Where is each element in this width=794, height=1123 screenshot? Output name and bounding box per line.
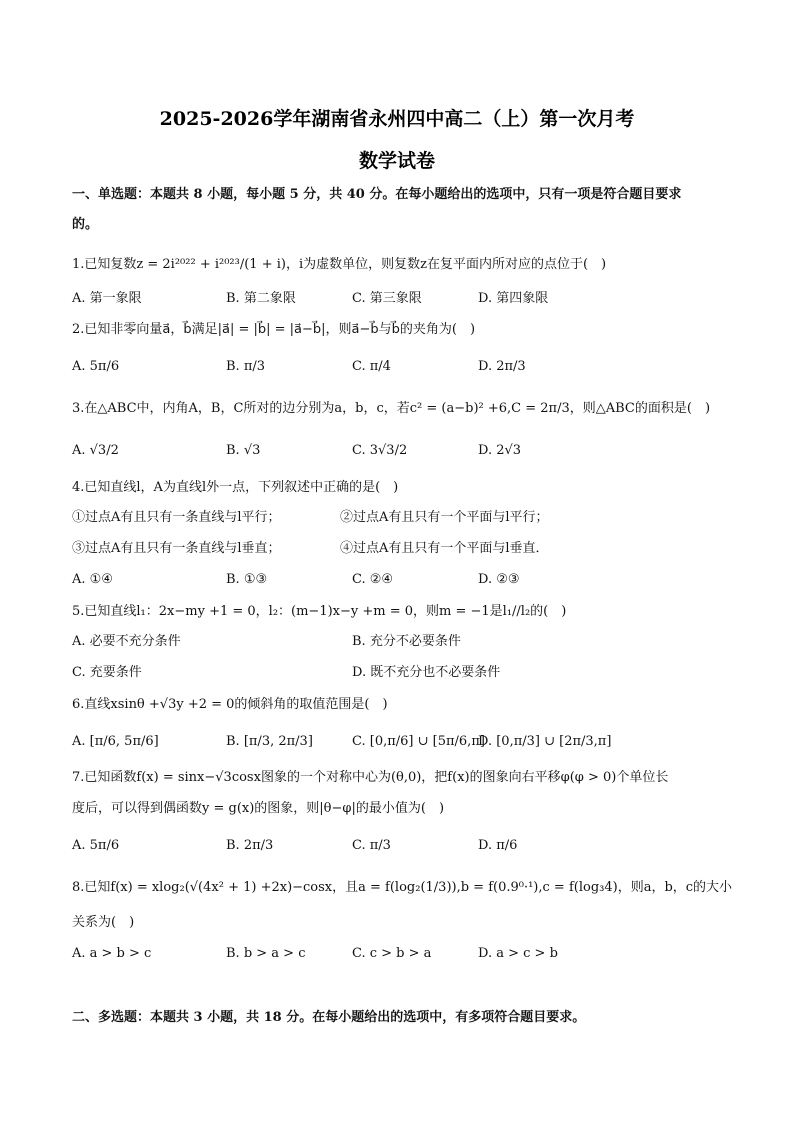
section1-heading-cont: 的。	[72, 217, 99, 232]
q2-option-b: B. π/3	[226, 359, 266, 374]
q4-statement-3: ③过点A有且只有一条直线与l垂直；	[72, 541, 281, 556]
q5-option-b: B. 充分不必要条件	[352, 634, 461, 649]
q4-option-b: B. ①③	[226, 572, 268, 587]
section2-heading: 二、多选题：本题共 3 小题，共 18 分。在每小题给出的选项中，有多项符合题目要求。	[72, 1010, 586, 1025]
q4-statement-1: ①过点A有且只有一条直线与l平行；	[72, 510, 281, 525]
exam-subtitle: 数学试卷	[358, 150, 435, 172]
q2-option-c: C. π/4	[352, 359, 391, 374]
q7-option-a: A. 5π/6	[72, 838, 120, 853]
q1-option-a: A. 第一象限	[72, 291, 142, 306]
q2-stem: 2.已知非零向量a⃗，b⃗满足|a⃗| = |b⃗| = |a⃗−b⃗|，则a⃗−b⃗与b⃗的夹角为( )	[72, 322, 476, 337]
q3-stem: 3.在△ABC中，内角A，B，C所对的边分别为a，b，c，若c² = (a−b)² +6,C = 2π/3，则△ABC的面积是( )	[72, 401, 711, 416]
q3-option-a: A. √3/2	[72, 443, 119, 458]
q7-option-b: B. 2π/3	[226, 838, 274, 853]
q4-option-d: D. ②③	[478, 572, 520, 587]
q6-option-c: C. [0,π/6] ∪ [5π/6,π]	[352, 734, 485, 749]
q5-option-d: D. 既不充分也不必要条件	[352, 665, 501, 680]
q5-option-c: C. 充要条件	[72, 665, 142, 680]
q7-stem-line1: 7.已知函数f(x) = sinx−√3cosx图象的一个对称中心为(θ,0)，把f(x)的图象向右平移φ(φ > 0)个单位长	[72, 770, 669, 785]
q4-option-c: C. ②④	[352, 572, 394, 587]
q8-option-c: C. c > b > a	[352, 946, 432, 961]
q8-option-b: B. b > a > c	[226, 946, 306, 961]
q4-statement-2: ②过点A有且只有一个平面与l平行；	[340, 510, 549, 525]
q5-option-a: A. 必要不充分条件	[72, 634, 181, 649]
q1-option-b: B. 第二象限	[226, 291, 296, 306]
q3-option-c: C. 3√3/2	[352, 443, 408, 458]
q1-option-d: D. 第四象限	[478, 291, 549, 306]
q2-option-a: A. 5π/6	[72, 359, 120, 374]
q1-option-c: C. 第三象限	[352, 291, 422, 306]
q8-stem-line2: 关系为( )	[72, 915, 135, 930]
q4-stem: 4.已知直线l，A为直线l外一点，下列叙述中正确的是( )	[72, 480, 399, 495]
q5-stem: 5.已知直线l₁：2x−my +1 = 0，l₂：(m−1)x−y +m = 0，则m = −1是l₁//l₂的( )	[72, 604, 567, 619]
q8-option-a: A. a > b > c	[72, 946, 152, 961]
q3-option-d: D. 2√3	[478, 443, 522, 458]
q6-option-a: A. [π/6, 5π/6]	[72, 734, 159, 749]
q2-option-d: D. 2π/3	[478, 359, 526, 374]
q4-statement-4: ④过点A有且只有一个平面与l垂直．	[340, 541, 549, 556]
exam-title: 2025-2026学年湖南省永州四中高二（上）第一次月考	[159, 108, 635, 130]
section1-heading: 一、单选题：本题共 8 小题，每小题 5 分，共 40 分。在每小题给出的选项中，只有一项是符合题目要求	[72, 187, 682, 202]
q3-option-b: B. √3	[226, 443, 261, 458]
q7-option-c: C. π/3	[352, 838, 391, 853]
q7-option-d: D. π/6	[478, 838, 518, 853]
q8-stem-line1: 8.已知f(x) = xlog₂(√(4x² + 1) +2x)−cosx，且a = f(log₂(1/3)),b = f(0.9⁰·¹),c = f(log₃4)，则a，b，c的大小	[72, 880, 733, 895]
q8-option-d: D. a > c > b	[478, 946, 558, 961]
q6-stem: 6.直线xsinθ +√3y +2 = 0的倾斜角的取值范围是( )	[72, 697, 388, 712]
q1-stem: 1.已知复数z = 2i²⁰²² + i²⁰²³/(1 + i)，i为虚数单位，则复数z在复平面内所对应的点位于( )	[72, 257, 607, 272]
q7-stem-line2: 度后，可以得到偶函数y = g(x)的图象，则|θ−φ|的最小值为( )	[72, 801, 445, 816]
q4-option-a: A. ①④	[72, 572, 113, 587]
q6-option-b: B. [π/3, 2π/3]	[226, 734, 313, 749]
q6-option-d: D. [0,π/3] ∪ [2π/3,π]	[478, 734, 612, 749]
